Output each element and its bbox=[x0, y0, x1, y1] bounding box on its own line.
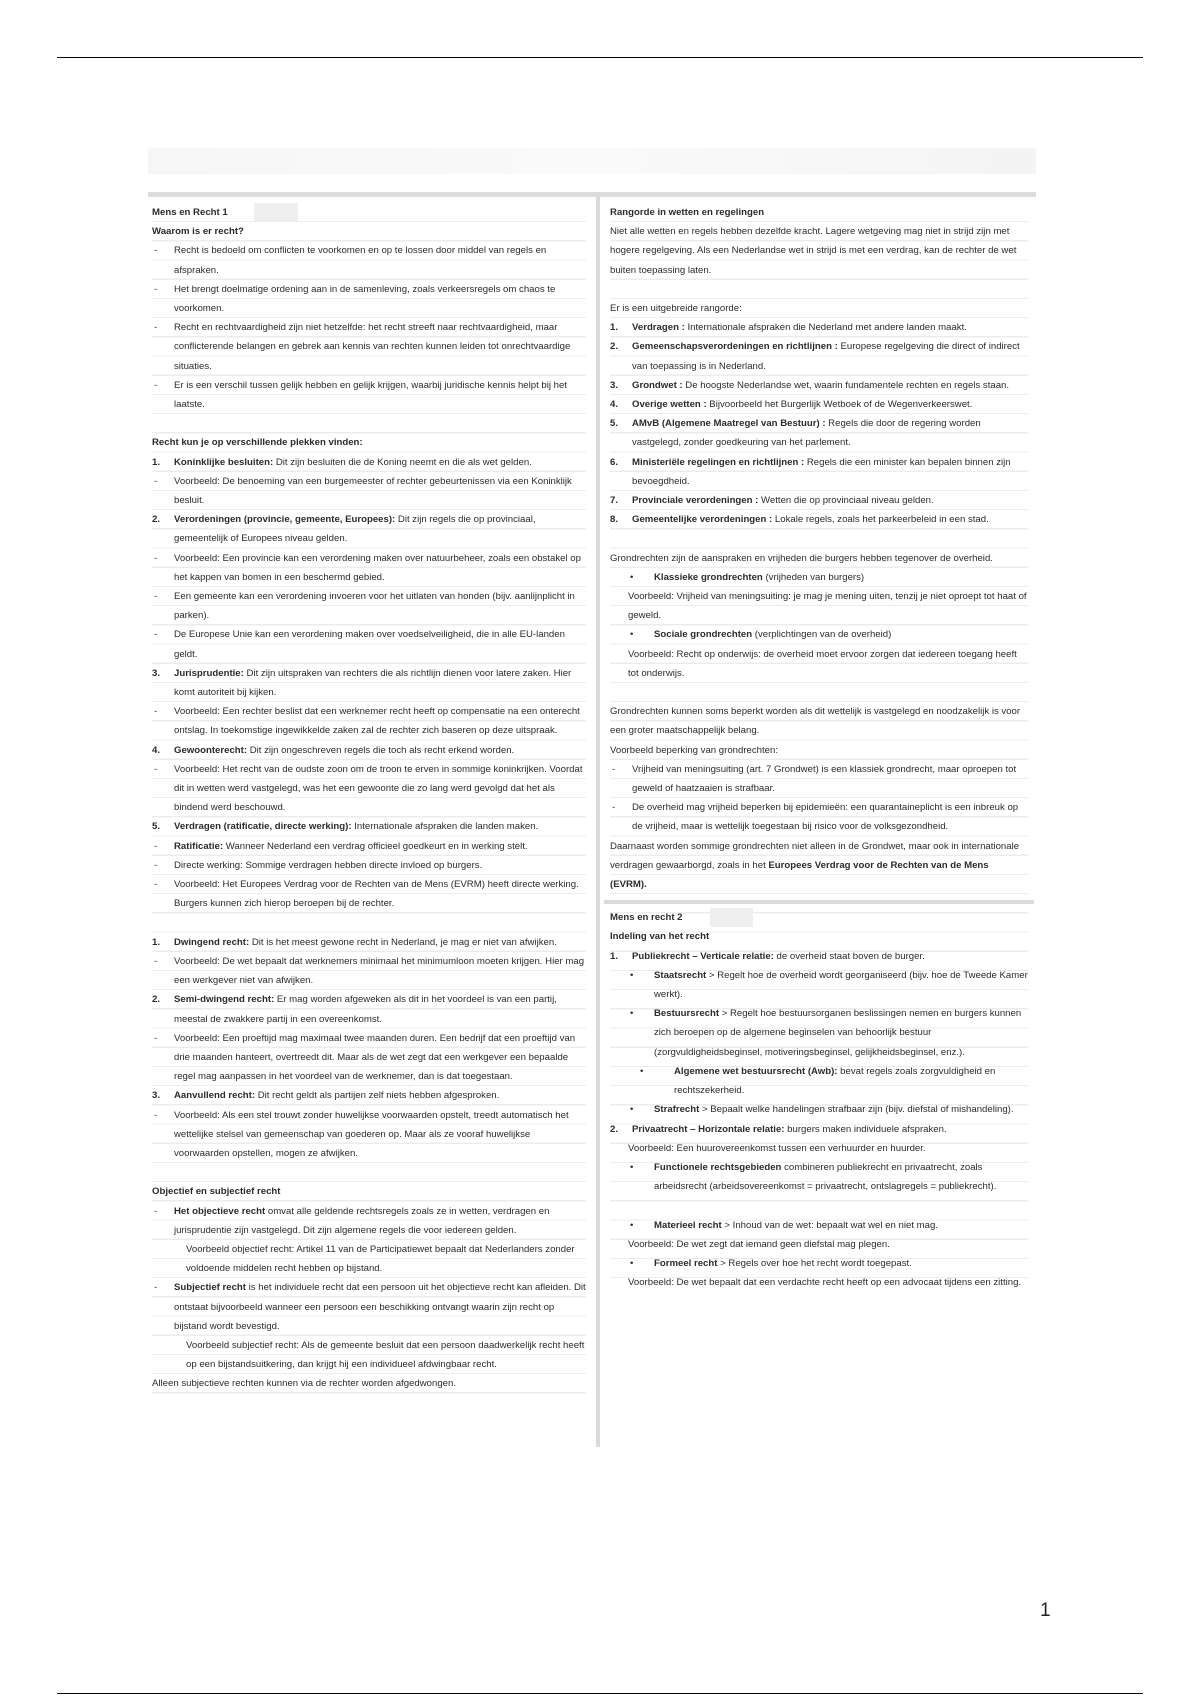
rank-item: 3. Grondwet : De hoogste Nederlandse wet, waarin fundamentele rechten en regels staan. bbox=[610, 379, 1010, 391]
list-item: • Strafrecht > Bepaalt welke handelingen strafbaar zijn (bijv. diefstal of mishandeling). bbox=[610, 1100, 1028, 1119]
example-item: - Voorbeeld: Een proeftijd mag maximaal twee maanden duren. Een bedrijf dat een proeftijd van drie maanden hanteert, overtreedt dit. Maar als de wet zegt dat een werkgever een bepaalde regel mag aanpassen in het voordeel van de werknemer, dan is dat toegestaan. bbox=[152, 1029, 586, 1087]
list-item: - Het objectieve recht omvat alle geldende rechtsregels zoals ze in wetten, verdragen en jurisprudentie zijn vastgelegd. Dit zijn algemene regels die voor iedereen gelden. bbox=[152, 1202, 586, 1240]
example-text: Voorbeeld objectief recht: Artikel 11 van de Participatiewet bepaalt dat Nederlanders zonder voldoende middelen recht hebben op bijstand. bbox=[186, 1243, 575, 1275]
list-item: • Materieel recht > Inhoud van de wet: bepaalt wat wel en niet mag. bbox=[610, 1216, 1028, 1235]
rank-intro: Er is een uitgebreide rangorde: bbox=[610, 303, 742, 314]
rank-item: 5. AMvB (Algemene Maatregel van Bestuur) : Regels die door de regering worden vastgelegd, zonder goedkeuring van het parlement. bbox=[610, 418, 981, 449]
example-text: Voorbeeld subjectief recht: Als de gemeente besluit dat een persoon daadwerkelijk recht heeft op een bijstandsuitkering, dan krijgt hij een individueel afdwingbaar recht. bbox=[186, 1339, 585, 1371]
page-number: 1 bbox=[1040, 1600, 1051, 1621]
list-item: - Recht is bedoeld om conflicten te voorkomen en op te lossen door middel van regels en afspraken. bbox=[152, 241, 586, 279]
column-divider bbox=[596, 197, 600, 1447]
example-item: - Een gemeente kan een verordening invoeren voor het uitlaten van honden (bijv. aanlijnplicht in parken). bbox=[152, 587, 586, 625]
subsection-title: Indeling van het recht bbox=[610, 931, 710, 943]
right-column bbox=[610, 203, 1028, 1292]
header-strip bbox=[148, 148, 1036, 174]
list-item: - Het brengt doelmatige ordening aan in de samenleving, zoals verkeersregels om chaos te voorkomen. bbox=[152, 280, 586, 318]
rank-item: 4. Overige wetten : Bijvoorbeeld het Burgerlijk Wetboek of de Wegenverkeerswet. bbox=[610, 399, 973, 411]
list-item: • Staatsrecht > Regelt hoe de overheid wordt georganiseerd (bijv. hoe de Tweede Kamer werkt). bbox=[610, 966, 1028, 1004]
example-text: Voorbeeld: Een huurovereenkomst tussen een verhuurder en huurder. bbox=[628, 1142, 926, 1154]
top-rule bbox=[57, 57, 1143, 58]
bottom-rule bbox=[57, 1693, 1143, 1694]
example-item: - Voorbeeld: Het recht van de oudste zoon om de troon te erven in sommige koninkrijken. Voordat dit in wetten werd vastgelegd, was het een gewoonte die zo lang werd gevolgd dat het als bindend werd beschouwd. bbox=[152, 760, 586, 818]
numbered-item: 2. Privaatrecht – Horizontale relatie: burgers maken individuele afspraken. bbox=[610, 1123, 947, 1135]
numbered-item: 5. Verdragen (ratificatie, directe werking): Internationale afspraken die landen maken. bbox=[152, 821, 539, 833]
rank-item: 8. Gemeentelijke verordeningen : Lokale regels, zoals het parkeerbeleid in een stad. bbox=[610, 514, 989, 526]
grondrechten-intro: Grondrechten zijn de aanspraken en vrijheden die burgers hebben tegenover de overheid. bbox=[610, 552, 993, 564]
numbered-item: 4. Gewoonterecht: Dit zijn ongeschreven regels die toch als recht erkend worden. bbox=[152, 744, 515, 756]
example-item: - Voorbeeld: Een provincie kan een verordening maken over natuurbeheer, zoals een obstakel op het kappen van bomen in een beschermd gebied. bbox=[152, 549, 586, 587]
example-item: - Voorbeeld: De benoeming van een burgemeester of rechter gebeurtenissen via een Koninklijk besluit. bbox=[152, 472, 586, 510]
rank-item: 2. Gemeenschapsverordeningen en richtlijnen : Europese regelgeving die direct of indirect van toepassing is in Nederland. bbox=[610, 341, 1020, 372]
rank-item: 6. Ministeriële regelingen en richtlijnen : Regels die een minister kan bepalen binnen zijn bevoegdheid. bbox=[610, 456, 1011, 487]
question-heading: Waarom is er recht? bbox=[152, 226, 244, 238]
list-item: • Sociale grondrechten (verplichtingen van de overheid) bbox=[610, 625, 1028, 644]
sub-list-item: • Algemene wet bestuursrecht (Awb): bevat regels zoals zorgvuldigheid en rechtszekerheid. bbox=[610, 1062, 1028, 1100]
section-title: Rangorde in wetten en regelingen bbox=[610, 207, 765, 218]
example-item: - Voorbeeld: Als een stel trouwt zonder huwelijkse voorwaarden opstelt, treedt automatisch het wettelijke stelsel van gemeenschap van goederen op. Maar als ze vooraf huwelijkse voorwaarden opstellen, mogen ze afwijken. bbox=[152, 1106, 586, 1164]
example-item: - Voorbeeld: De wet bepaalt dat werknemers minimaal het minimumloon moeten krijgen. Hier mag een werkgever niet van afwijken. bbox=[152, 952, 586, 990]
numbered-item: 3. Jurisprudentie: Dit zijn uitspraken van rechters die als richtlijn dienen voor latere zaken. Hier komt autoriteit bij kijken. bbox=[152, 667, 572, 699]
subsection-title: Objectief en subjectief recht bbox=[152, 1186, 281, 1198]
example-text: Voorbeeld: De wet zegt dat iemand geen diefstal mag plegen. bbox=[628, 1238, 890, 1250]
list-item: - Directe werking: Sommige verdragen hebben directe invloed op burgers. bbox=[152, 856, 586, 875]
numbered-item: 1. Koninklijke besluiten: Dit zijn besluiten die de Koning neemt en die als wet gelden. bbox=[152, 456, 532, 468]
list-item: - Recht en rechtvaardigheid zijn niet hetzelfde: het recht streeft naar rechtvaardigheid, maar conflicterende belangen en gebrek aan kennis van rechten kunnen leiden tot onrechtvaardige situaties. bbox=[152, 318, 586, 376]
example-text: Voorbeeld: Recht op onderwijs: de overheid moet ervoor zorgen dat iedereen toegang heeft tot onderwijs. bbox=[628, 648, 1017, 679]
numbered-item: 1. Publiekrecht – Verticale relatie: de overheid staat boven de burger. bbox=[610, 950, 925, 962]
notes-sheet bbox=[148, 192, 1036, 1447]
section-title: Mens en recht 2 bbox=[610, 908, 753, 927]
beperking-closing: Daarnaast worden sommige grondrechten niet alleen in de Grondwet, maar ook in internationale verdragen gewaarborgd, zoals in het Europees Verdrag voor de Rechten van de Mens (EVRM). bbox=[610, 840, 1020, 891]
numbered-item: 2. Semi-dwingend recht: Er mag worden afgeweken als dit in het voordeel is van een partij, meestal de zwakkere partij in een overeenkomst. bbox=[152, 994, 557, 1025]
list-item: - Vrijheid van meningsuiting (art. 7 Grondwet) is een klassiek grondrecht, maar oproepen tot geweld of haatzaaien is strafbaar. bbox=[610, 760, 1028, 798]
numbered-item: 2. Verordeningen (provincie, gemeente, Europees): Dit zijn regels die op provinciaal, gemeentelijk of Europees niveau gelden. bbox=[152, 514, 536, 545]
closing-line: Alleen subjectieve rechten kunnen via de rechter worden afgedwongen. bbox=[152, 1378, 457, 1390]
left-column bbox=[152, 203, 586, 1394]
list-item: - Ratificatie: Wanneer Nederland een verdrag officieel goedkeurt en in werking stelt. bbox=[152, 837, 586, 856]
example-text: Voorbeeld: Vrijheid van meningsuiting: je mag je mening uiten, tenzij je niet oproept tot haat of geweld. bbox=[628, 591, 1027, 622]
list-item: • Formeel recht > Regels over hoe het recht wordt toegepast. bbox=[610, 1254, 1028, 1273]
example-text: Voorbeeld: De wet bepaalt dat een verdachte recht heeft op een advocaat tijdens een zitting. bbox=[628, 1277, 1022, 1289]
list-item: - Er is een verschil tussen gelijk hebben en gelijk krijgen, waarbij juridische kennis helpt bij het laatste. bbox=[152, 376, 586, 414]
rank-item: 1. Verdragen : Internationale afspraken die Nederland met andere landen maakt. bbox=[610, 322, 967, 334]
numbered-item: 1. Dwingend recht: Dit is het meest gewone recht in Nederland, je mag er niet van afwijken. bbox=[152, 936, 557, 948]
section-separator bbox=[604, 900, 1034, 904]
example-item: - Voorbeeld: Een rechter beslist dat een werknemer recht heeft op compensatie na een onterecht ontslag. In toekomstige ingewikkelde zaken zal de rechter zich baseren op deze uitspraak. bbox=[152, 702, 586, 740]
beperking-intro: Grondrechten kunnen soms beperkt worden als dit wettelijk is vastgelegd en noodzakelijk is voor een groter maatschappelijk belang. bbox=[610, 706, 1021, 737]
section-title: Mens en Recht 1 bbox=[152, 203, 298, 222]
numbered-item: 3. Aanvullend recht: Dit recht geldt als partijen zelf niets hebben afgesproken. bbox=[152, 1090, 500, 1102]
list-item: • Bestuursrecht > Regelt hoe bestuursorganen beslissingen nemen en burgers kunnen zich beroepen op de algemene beginselen van behoorlijk bestuur (zorgvuldigheidsbeginsel, motiveringsbeginsel, gelijkheidsbeginsel, enz.). bbox=[610, 1004, 1028, 1062]
list-item: - De overheid mag vrijheid beperken bij epidemieën: een quarantaineplicht is een inbreuk op de vrijheid, maar is wettelijk toegestaan bij risico voor de volksgezondheid. bbox=[610, 798, 1028, 836]
list-item: - Subjectief recht is het individuele recht dat een persoon uit het objectieve recht kan afleiden. Dit ontstaat bijvoorbeeld wanneer een persoon een beschikking ontvangt waarin zijn recht op bijstand wordt bevestigd. bbox=[152, 1278, 586, 1336]
intro-text: Niet alle wetten en regels hebben dezelfde kracht. Lagere wetgeving mag niet in strijd zijn met hogere regelgeving. Als een Nederlandse wet in strijd is met een verdrag, kan de rechter de wet buiten toepassing laten. bbox=[610, 226, 1017, 276]
example-item: - De Europese Unie kan een verordening maken over voedselveiligheid, die in alle EU-landen geldt. bbox=[152, 625, 586, 663]
beperking-label: Voorbeeld beperking van grondrechten: bbox=[610, 744, 779, 756]
list-item: • Klassieke grondrechten (vrijheden van burgers) bbox=[610, 568, 1028, 587]
question-heading: Recht kun je op verschillende plekken vinden: bbox=[152, 437, 363, 449]
example-item: - Voorbeeld: Het Europees Verdrag voor de Rechten van de Mens (EVRM) heeft directe werking. Burgers kunnen zich hierop beroepen bij de rechter. bbox=[152, 875, 586, 913]
rank-item: 7. Provinciale verordeningen : Wetten die op provinciaal niveau gelden. bbox=[610, 495, 934, 507]
list-item: • Functionele rechtsgebieden combineren publiekrecht en privaatrecht, zoals arbeidsrecht (arbeidsovereenkomst = privaatrecht, ontslagregels = publiekrecht). bbox=[610, 1158, 1028, 1196]
